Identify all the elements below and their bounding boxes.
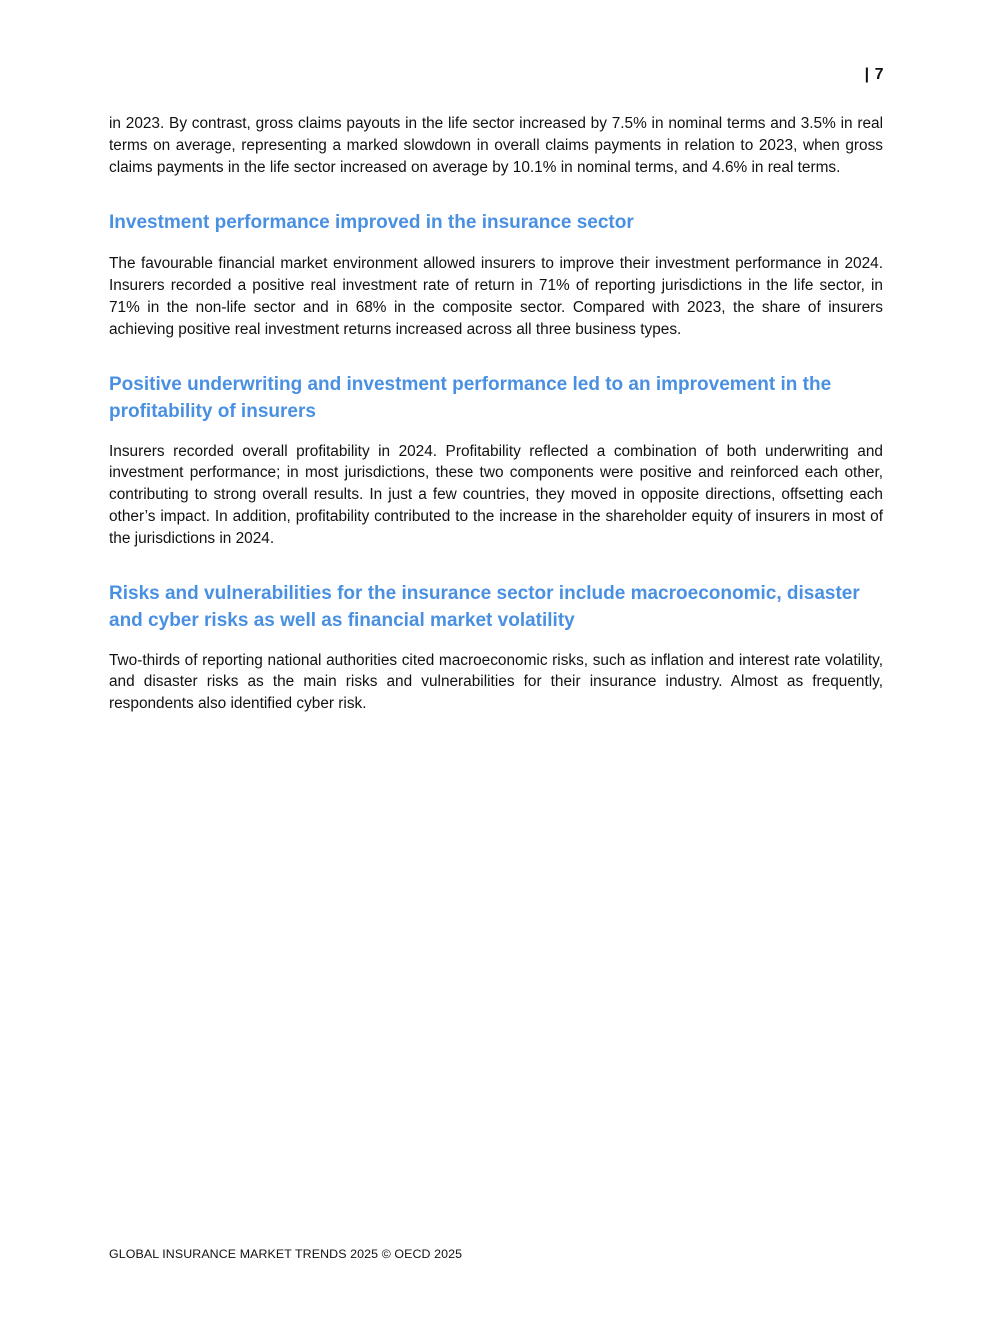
investment-paragraph: The favourable financial market environment allowed insurers to improve their investment performance in 2024. Insurers recorded a positive real investment rate of return in 71% of reporting jurisdictions in the life sector, in 71% in the non-life sector and in 68% in the composite sector. Compared with 2023, the share of insurers achieving positive real investment returns increased across all three business types.: [109, 255, 883, 338]
profitability-paragraph: Insurers recorded overall profitability in 2024. Profitability reflected a combination of both underwriting and investment performance; in most jurisdictions, these two components were positive and reinforced each other, contributing to strong overall results. In just a few countries, they moved in opposite directions, offsetting each other’s impact. In addition, profitability contributed to the increase in the shareholder equity of insurers in most of the jurisdictions in 2024.: [109, 442, 883, 547]
page-number: | 7: [864, 66, 884, 83]
risks-heading: Risks and vulnerabilities for the insurance sector include macroeconomic, disaster and cyber risks as well as financial market volatility: [109, 582, 860, 631]
investment-heading: Investment performance improved in the insurance sector: [109, 212, 634, 234]
intro-paragraph: in 2023. By contrast, gross claims payouts in the life sector increased by 7.5% in nominal terms and 3.5% in real terms on average, representing a marked slowdown in overall claims payments in relation to 2023, when gross claims payments in the life sector increased on average by 10.1% in nominal terms, and 4.6% in real terms.: [109, 115, 883, 176]
page-footer: GLOBAL INSURANCE MARKET TRENDS 2025 © OECD 2025: [109, 1247, 463, 1261]
document-body: [109, 113, 883, 715]
risks-paragraph: Two-thirds of reporting national authorities cited macroeconomic risks, such as inflation and interest rate volatility, and disaster risks as the main risks and vulnerabilities for their insurance industry. Almost as frequently, respondents also identified cyber risk.: [109, 651, 883, 713]
profitability-heading: Positive underwriting and investment performance led to an improvement in the profitability of insurers: [109, 373, 832, 422]
